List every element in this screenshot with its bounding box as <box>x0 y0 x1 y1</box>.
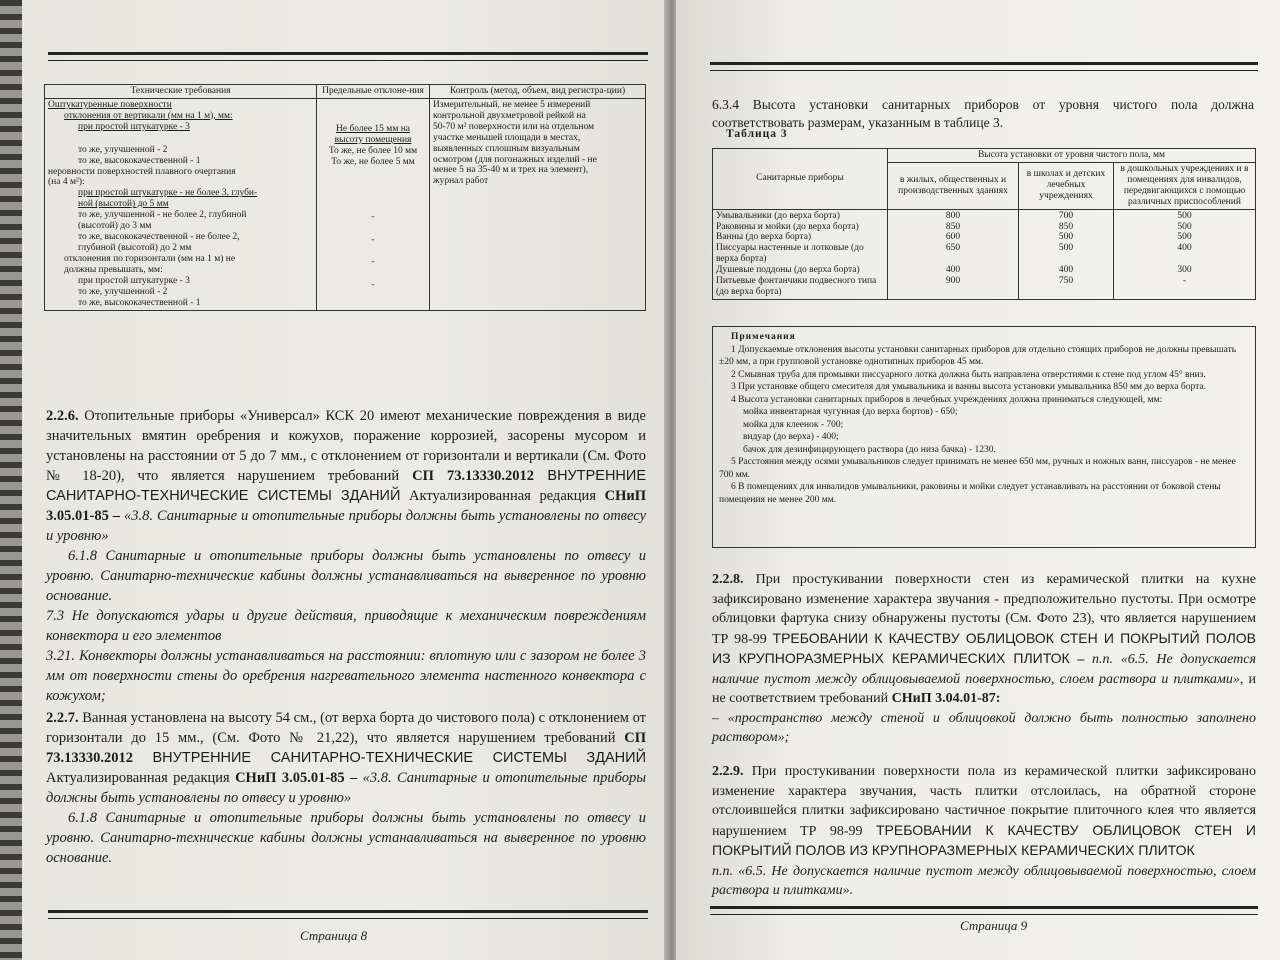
requirements-cell <box>45 98 317 310</box>
table-line: осмотром (для погонажных изделий - не <box>433 154 597 165</box>
table-spacer <box>320 268 426 280</box>
note-item: 2 Смывная труба для промывки писсуарного лотка должна быть направлена отверстиями к стене под углом 45° вниз. <box>731 369 1206 380</box>
quote: 6.1.8 Санитарные и отопительные приборы должны быть установлены по отвесу и уровню. Санитарно-технические кабины должны устанавливаться на выверенное по уровню основание. <box>46 810 646 866</box>
footer-rule <box>710 906 1258 909</box>
table-dash: - <box>371 280 375 291</box>
table-spacer <box>1117 254 1252 265</box>
dash: – <box>1069 652 1093 667</box>
page-number: Страница 9 <box>960 918 1028 933</box>
row-value: 300 <box>1177 265 1192 276</box>
table-line: глубиной (высотой) до 2 мм <box>78 242 192 253</box>
row-value: 500 <box>1058 232 1074 243</box>
table-cell <box>888 209 1019 299</box>
quote: п.п. «6.5. Не допускается наличие пустот между облицовываемой поверхностью, слоем раствора и плитками» <box>712 652 1256 687</box>
page-number: Страница 8 <box>300 928 368 943</box>
note-item: 3 При установке общего смесителя для умывальника и ванны высота установки умывальника 850 мм до верха борта. <box>731 382 1206 392</box>
section-2-2-6 <box>46 406 646 706</box>
note-item: 1 Допускаемые отклонения высоты установки санитарных приборов для отдельно стоящих приборов не должны превышать ±20 мм, а при групповой установке однотипных приборов 45 мм. <box>719 344 1237 367</box>
table-line: при простой штукатурке - 3 <box>78 275 190 286</box>
standard-ref: СП 73.13330.2012 <box>46 730 646 766</box>
table-line: участке меньшей площади в местах, <box>433 132 581 143</box>
table-spacer <box>320 100 426 124</box>
quote: – «пространство между стеной и облицовкой должно быть полностью заполнено раствором»; <box>712 710 1256 745</box>
dash: – <box>108 508 125 524</box>
quote: п.п. «6.5. Не допускается наличие пустот между облицовываемой поверхностью, слоем раствора и плитками». <box>712 863 1256 898</box>
row-value: 800 <box>945 210 961 221</box>
section-2-2-8 <box>712 570 1256 748</box>
row-value: 500 <box>1177 210 1192 221</box>
table-header: Санитарные приборы <box>713 149 888 210</box>
row-value: 900 <box>945 276 961 287</box>
section-number: 2.2.7. <box>46 710 79 726</box>
tolerances-cell <box>317 98 430 310</box>
table-cell <box>1114 209 1256 299</box>
note-item: видуар (до верха) - 400; <box>743 432 839 442</box>
row-name: Ванны (до верха борта) <box>716 232 812 243</box>
paragraph-text: При простукивании поверхности пола из керамической плитки зафиксировано изменение характера звучания, часть плитки отслоилась, на обратной стороне отслоившейся плитки зафиксировано частичное покрытие плиточного клея что является нарушением ТР 98-99 <box>712 764 1256 839</box>
table-line: 50-70 м² поверхности или на отдельном <box>433 121 595 132</box>
standard-ref: СНиП 3.04.01-87: <box>891 691 1001 706</box>
table-spacer <box>891 254 1015 265</box>
note-item: мойка для клеенок - 700; <box>743 419 844 430</box>
table-line: (на 4 м²): <box>48 177 85 188</box>
left-page <box>22 0 670 960</box>
table-line: То же, не более 5 мм <box>331 156 415 167</box>
table-header: в жилых, общественных и производственных зданиях <box>888 162 1019 209</box>
paragraph-text: Актуализированная редакция <box>46 770 236 786</box>
row-value: 850 <box>1058 221 1074 232</box>
quote: «3.8. Санитарные и отопительные приборы должны быть установлены по отвесу и уровню» <box>46 508 646 544</box>
spiral-binding <box>0 0 22 960</box>
table-label: Таблица 3 <box>726 128 788 140</box>
standard-title: ВНУТРЕННИЕ САНИТАРНО-ТЕХНИЧЕСКИЕ СИСТЕМЫ ЗДАНИЙ <box>133 750 646 766</box>
standard-title: ВНУТРЕННИЕ САНИТАРНО-ТЕХНИЧЕСКИЕ СИСТЕМЫ ЗДАНИЙ <box>46 468 647 504</box>
table-header: в дошкольных учреждениях и в помещениях для инвалидов, передвигающихся с помощью различных приспособлений <box>1114 162 1256 209</box>
standard-ref: СП 73.13330.2012 <box>412 468 534 484</box>
footer-rule-thin <box>48 918 648 919</box>
table-line: ной (высотой) до 5 мм <box>78 199 169 210</box>
footer-rule-thin <box>710 914 1258 915</box>
quote: «3.8. Санитарные и отопительные приборы должны быть установлены по отвесу и уровню» <box>46 770 647 806</box>
table-header: Предельные отклоне-ния <box>317 85 430 99</box>
control-method-cell <box>430 98 646 310</box>
section-number: 2.2.8. <box>712 572 744 587</box>
row-value: 600 <box>945 232 961 243</box>
table-dash: - <box>371 211 375 222</box>
row-name: Душевые поддоны (до верха борта) <box>716 265 860 276</box>
section-2-2-9 <box>712 762 1256 901</box>
table-line: менее 5 на 35-40 м и трех на элемент), <box>433 165 589 176</box>
row-value: 700 <box>1058 210 1074 221</box>
note-item: 4 Высота установки санитарных приборов в лечебных учреждениях должна приниматься следующей, мм: <box>731 394 1163 405</box>
table-line: Измерительный, не менее 5 измерений <box>433 99 591 110</box>
table-cell <box>713 209 888 299</box>
table-spacer <box>48 133 313 145</box>
dash: – <box>344 770 363 786</box>
paragraph-text: При простукивании поверхности стен из керамической плитки на кухне зафиксировано изменение характера звучания - предположительно пустоты. При осмотре облицовки фартука снизу обнаружены пустоты (См. Фото 23), что является нарушением ТР 98-99 <box>712 572 1256 647</box>
table-spacer <box>1022 254 1110 265</box>
header-rule-thin <box>48 60 648 61</box>
table-line: Оштукатуренные поверхности <box>48 99 172 110</box>
row-value: 500 <box>1177 221 1192 232</box>
table-line: то же, высококачественной - не более 2, <box>78 232 240 243</box>
table-line: должны превышать, мм: <box>64 264 163 275</box>
note-item: бачок для дезинфицирующего раствора (до низа бачка) - 1230. <box>743 444 996 455</box>
section-number: 2.2.9. <box>712 764 744 779</box>
standard-title: ТРЕБОВАНИИ К КАЧЕСТВУ ОБЛИЦОВОК СТЕН И ПОКРЫТИЙ ПОЛОВ ИЗ КРУПНОРАЗМЕРНЫХ КЕРАМИЧЕСКИХ ПЛИТОК <box>712 821 1256 858</box>
note-item: мойка инвентарная чугунная (до верха бортов) - 650; <box>743 407 958 417</box>
row-value: 400 <box>1177 243 1192 254</box>
table-cell <box>1019 209 1114 299</box>
table-header: Высота установки от уровня чистого пола, мм <box>888 149 1256 163</box>
table-line: То же, не более 10 мм <box>328 145 418 156</box>
row-value: 850 <box>945 221 961 232</box>
header-rule <box>48 52 648 55</box>
technical-requirements-table <box>44 84 646 311</box>
table-line: отклонения от вертикали (мм на 1 м), мм: <box>64 110 233 121</box>
table-line: журнал работ <box>433 176 489 187</box>
standard-ref: СНиП 3.05.01-85 <box>235 770 345 786</box>
table-line: то же, улучшенной - 2 <box>78 286 168 297</box>
table-line: выявленных сплошным визуальным <box>433 143 580 154</box>
table-line: то же, улучшенной - 2 <box>78 144 168 155</box>
right-page <box>676 0 1280 960</box>
row-value: 500 <box>1058 243 1074 254</box>
standard-title: ТРЕБОВАНИИ К КАЧЕСТВУ ОБЛИЦОВОК СТЕН И ПОКРЫТИЙ ПОЛОВ ИЗ КРУПНОРАЗМЕРНЫХ КЕРАМИЧЕСКИХ ПЛИТОК <box>712 629 1256 666</box>
section-number: 2.2.6. <box>46 408 79 424</box>
row-name: Умывальники (до верха борта) <box>716 210 840 221</box>
table-line: при простой штукатурке - 3 <box>78 121 190 132</box>
table-dash: - <box>371 257 375 268</box>
standard-ref: СНиП 3.05.01-85 <box>46 488 646 524</box>
table-header: Технические требования <box>45 85 317 99</box>
row-value: 650 <box>945 243 961 254</box>
quote: 3.21. Конвекторы должны устанавливаться на расстоянии: вплотную или с зазором не более 3 мм от поверхности стены до оребрения нагревательного элемента настенного конвектора с кожухом; <box>46 648 646 704</box>
row-value: 400 <box>945 265 961 276</box>
paragraph-text: , и не соответствием требований <box>712 671 1256 706</box>
sanitary-heights-table <box>712 148 1256 300</box>
table-line: Не более 15 мм на <box>335 123 411 134</box>
table-header: Контроль (метод, объем, вид регистра-ции) <box>430 85 646 99</box>
header-rule-thin <box>710 70 1258 71</box>
paragraph-text: Ванная установлена на высоту 54 см., (от верха борта до чистового пола) с отклонением от горизонтали до 15 мм., (См. Фото № 21,22), что является нарушением требований <box>46 710 646 746</box>
row-value: 750 <box>1058 276 1074 287</box>
row-name: Питьевые фонтанчики подвесного типа (до верха борта) <box>716 276 877 298</box>
row-value: 400 <box>1058 265 1074 276</box>
table-notes <box>712 326 1256 548</box>
note-item: 5 Расстояния между осями умывальников следует принимать не менее 650 мм, ручных и ножных ванн, писсуаров - не менее 700 мм. <box>719 457 1236 480</box>
table-header: в школах и детских лечебных учреждениях <box>1019 162 1114 209</box>
table-line: то же, высококачественной - 1 <box>78 155 201 166</box>
row-value: - <box>1182 276 1187 287</box>
table-line: то же, высококачественной - 1 <box>78 297 201 308</box>
row-value: 500 <box>1177 232 1192 243</box>
table-line: (высотой) до 3 мм <box>78 221 152 232</box>
section-2-2-7 <box>46 708 646 868</box>
notes-title: Примечания <box>731 332 796 342</box>
paragraph-text: Актуализированная редакция <box>400 488 605 504</box>
table-line: отклонения по горизонтали (мм на 1 м) не <box>64 253 236 264</box>
table-spacer <box>320 245 426 257</box>
quote: 7.3 Не допускаются удары и другие действия, приводящие к механическим повреждениям конвектора и его элементов <box>46 608 646 644</box>
intro-paragraph: 6.3.4 Высота установки санитарных приборов от уровня чистого пола должна соответствовать размерам, указанным в таблице 3. <box>712 97 1254 130</box>
quote: 6.1.8 Санитарные и отопительные приборы должны быть установлены по отвесу и уровню. Санитарно-технические кабины должны устанавливаться на выверенное по уровню основание. <box>46 548 646 604</box>
table-line: неровности поверхностей плавного очертания <box>48 166 236 177</box>
table-line: при простой штукатурке - не более 3, глуби- <box>78 188 258 199</box>
footer-rule <box>48 910 648 913</box>
table-line: то же, улучшенной - не более 2, глубиной <box>78 210 247 221</box>
table-spacer <box>320 168 426 212</box>
row-name: Писсуары настенные и лотковые (до верха борта) <box>716 243 864 265</box>
row-name: Раковины и мойки (до верха борта) <box>716 221 859 232</box>
table-dash: - <box>371 234 375 245</box>
table-line: высоту помещения <box>334 134 412 145</box>
header-rule <box>710 62 1258 65</box>
note-item: 6 В помещениях для инвалидов умывальники, раковины и мойки следует устанавливать на расстоянии от боковой стены помещения не менее 200 мм. <box>719 482 1221 505</box>
paragraph-text: Отопительные приборы «Универсал» КСК 20 имеют механические повреждения в виде значительных вмятин оребрения и кожухов, поражение коррозией, засорены мусором и установлены на расстоянии от 5 до 7 мм., с отклонением от горизонтали и вертикали (См. Фото № 18-20), что является нарушением требований <box>46 408 646 484</box>
table-line: контрольной двухметровой рейкой на <box>433 110 586 121</box>
table-spacer <box>320 223 426 235</box>
